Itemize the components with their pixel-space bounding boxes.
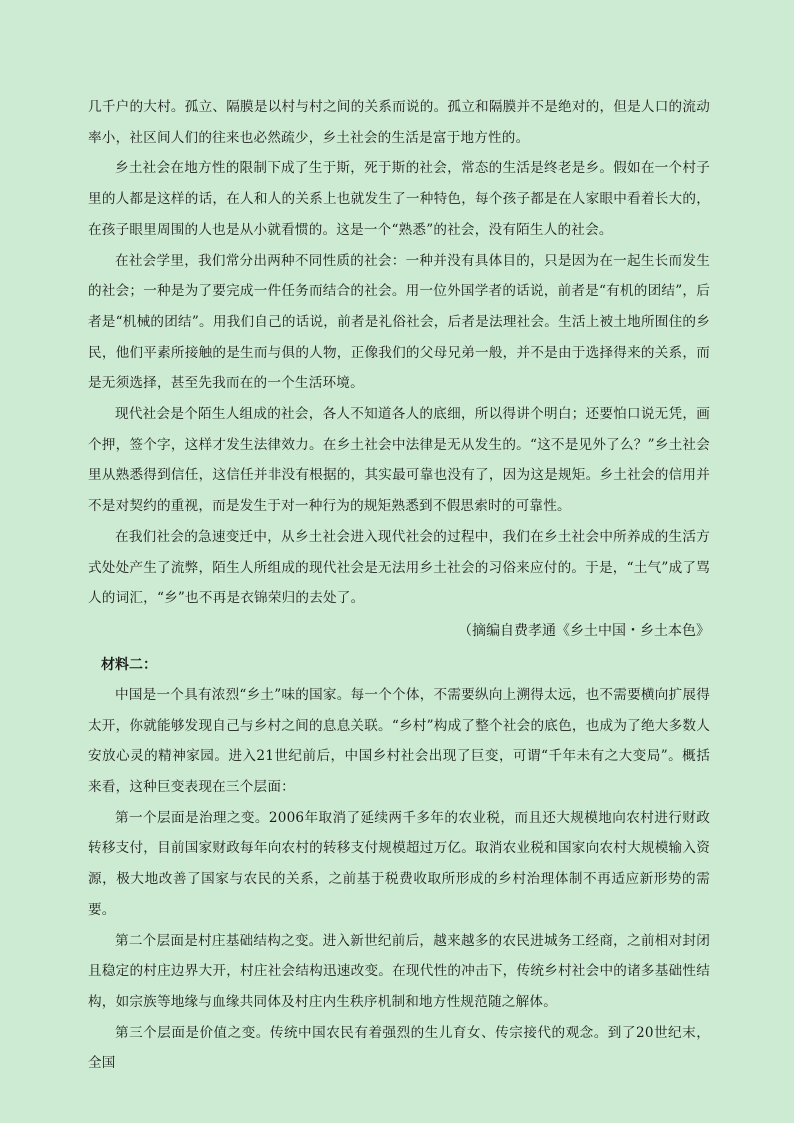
paragraph: 第三个层面是价值之变。传统中国农民有着强烈的生儿育女、传宗接代的观念。到了20世纪末，全国	[88, 1024, 710, 1072]
paragraph: 在我们社会的急速变迁中，从乡土社会进入现代社会的过程中，我们在乡土社会中所养成的生活方式处处产生了流弊，陌生人所组成的现代社会是无法用乡土社会的习俗来应付的。于是，“土气”成了骂人的词汇，“乡”也不再是衣锦荣归的去处了。	[88, 528, 710, 607]
source-citation: （摘编自费孝通《乡土中国・乡土本色》	[458, 622, 710, 639]
paragraph: 乡土社会在地方性的限制下成了生于斯，死于斯的社会，常态的生活是终老是乡。假如在一个村子里的人都是这样的话，在人和人的关系上也就发生了一种特色，每个孩子都是在人家眼中看着长大的，在孩子眼里周围的人也是从小就看惯的。这是一个“熟悉”的社会，没有陌生人的社会。	[88, 160, 710, 238]
paragraph: 第一个层面是治理之变。2006年取消了延续两千多年的农业税，而且还大规模地向农村进行财政转移支付，目前国家财政每年向农村的转移支付规模超过万亿。取消农业税和国家向农村大规模输入资源，极大地改善了国家与农民的关系，之前基于税费收取所形成的乡村治理体制不再适应新形势的需要。	[88, 809, 710, 918]
paragraph: 在社会学里，我们常分出两种不同性质的社会：一种并没有具体目的，只是因为在一起生长而发生的社会；一种是为了要完成一件任务而结合的社会。用一位外国学者的话说，前者是“有机的团结”，后者是“机械的团结”。用我们自己的话说，前者是礼俗社会，后者是法理社会。生活上被土地所囿住的乡民，他们平素所接触的是生而与俱的人物，正像我们的父母兄弟一般，并不是由于选择得来的关系，而是无须选择，甚至先我而在的一个生活环境。	[88, 252, 710, 392]
paragraph: 中国是一个具有浓烈“乡土”味的国家。每一个个体，不需要纵向上溯得太远，也不需要横向扩展得太开，你就能够发现自己与乡村之间的息息关联。“乡村”构成了整个社会的底色，也成为了绝大多数人安放心灵的精神家园。进入21世纪前后，中国乡村社会出现了巨变，可谓“千年未有之大变局”。概括来看，这种巨变表现在三个层面：	[88, 686, 710, 796]
paragraph: 现代社会是个陌生人组成的社会，各人不知道各人的底细，所以得讲个明白；还要怕口说无凭，画个押，签个字，这样才发生法律效力。在乡土社会中法律是无从发生的。“这不是见外了么？”乡土社会里从熟悉得到信任，这信任并非没有根据的，其实最可靠也没有了，因为这是规矩。乡土社会的信用并不是对契约的重视，而是发生于对一种行为的规矩熟悉到不假思索时的可靠性。	[88, 406, 710, 515]
paragraph: 第二个层面是村庄基础结构之变。进入新世纪前后，越来越多的农民进城务工经商，之前相对封闭且稳定的村庄边界大开，村庄社会结构迅速改变。在现代性的冲击下，传统乡村社会中的诸多基础性结构，如宗族等地缘与血缘共同体及村庄内生秩序机制和地方性规范随之解体。	[88, 932, 710, 1010]
document-body	[88, 92, 710, 1079]
section-heading: 材料二：	[101, 656, 157, 673]
paragraph-continuation: 几千户的大村。孤立、隔膜是以村与村之间的关系而说的。孤立和隔膜并不是绝对的，但是人口的流动率小，社区间人们的往来也必然疏少，乡土社会的生活是富于地方性的。	[88, 99, 710, 146]
